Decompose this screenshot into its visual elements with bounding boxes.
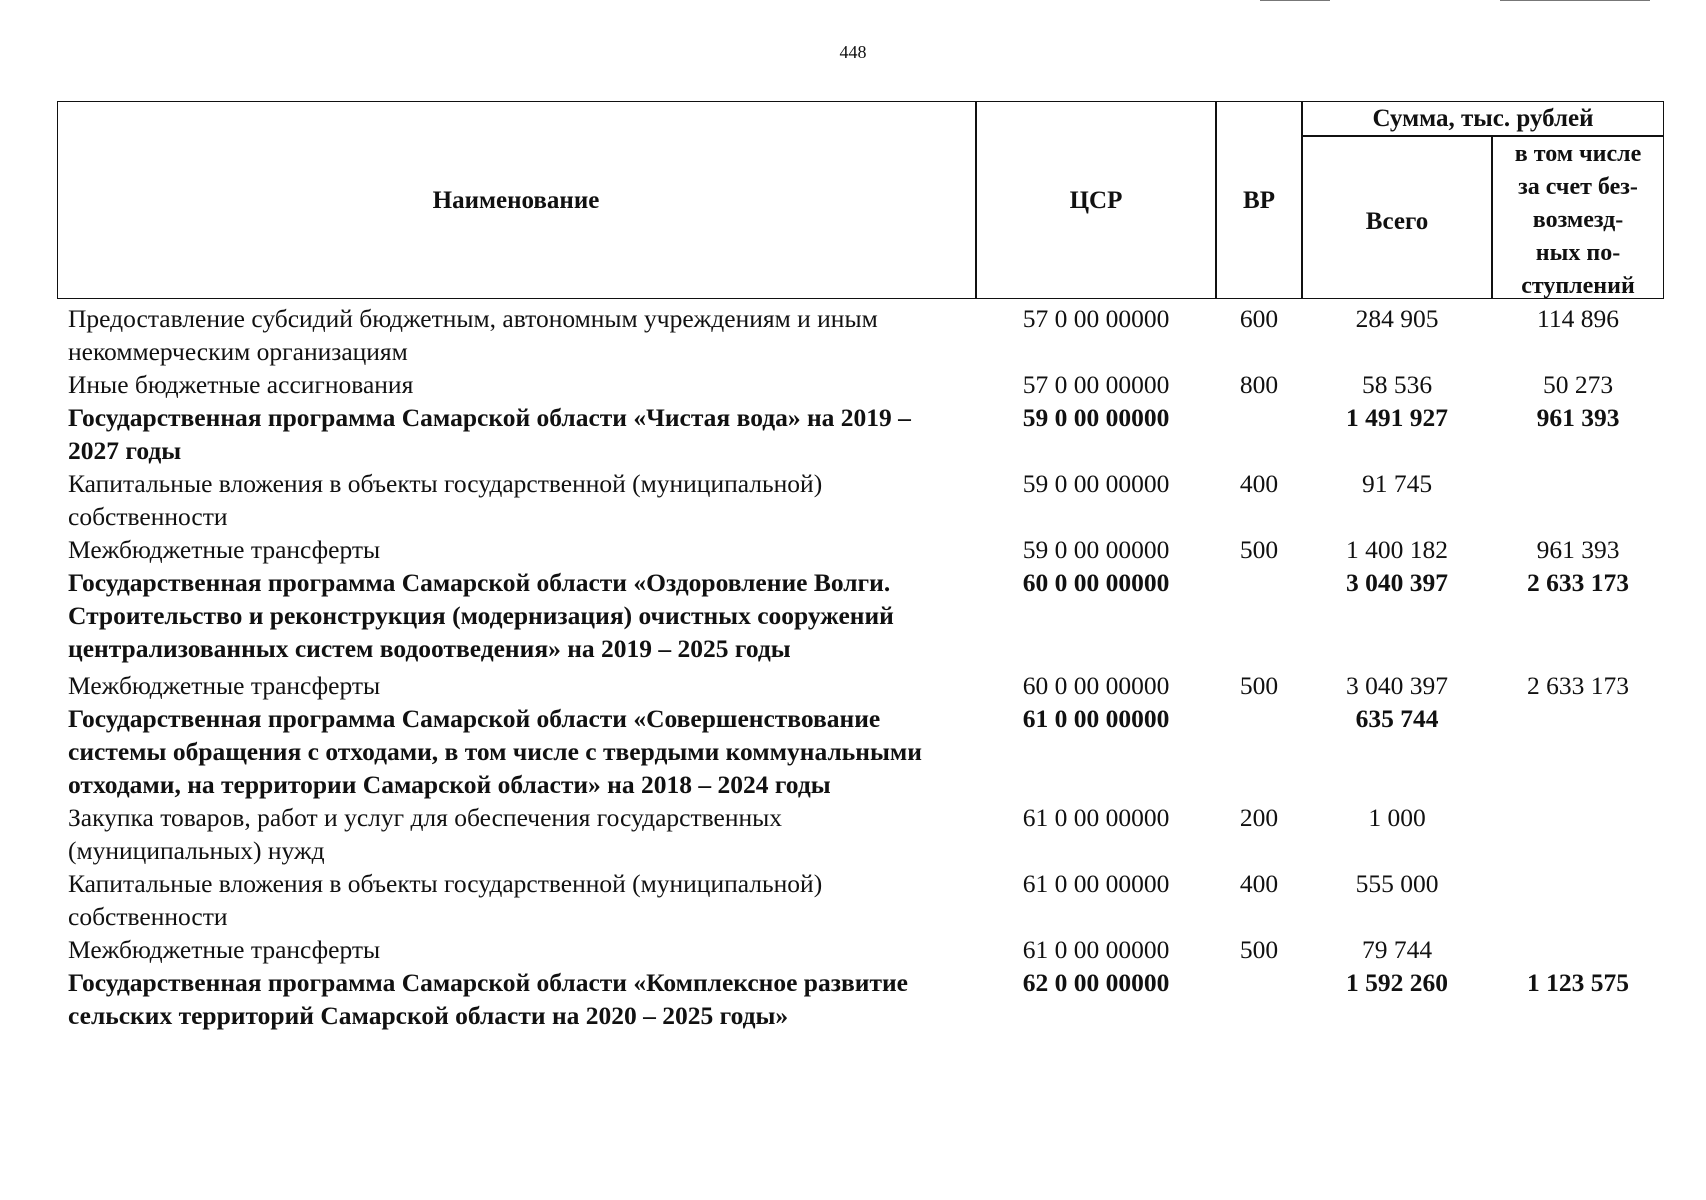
row-vr: 600 xyxy=(1239,304,1279,333)
table-row xyxy=(0,566,1706,665)
row-csr: 57 0 00 00000 xyxy=(1022,370,1170,399)
row-vr: 400 xyxy=(1239,869,1279,898)
table-row xyxy=(0,933,1706,966)
row-vr: 500 xyxy=(1239,671,1279,700)
row-name: Капитальные вложения в объекты государственной (муниципальной) собственности xyxy=(68,469,823,531)
header-sum-group: Сумма, тыс. рублей xyxy=(1372,104,1594,132)
header-incl-line: возмезд- xyxy=(1532,207,1624,233)
row-incl: 2 633 173 xyxy=(1527,568,1629,597)
table-row xyxy=(0,401,1706,467)
header-total: Всего xyxy=(1365,207,1429,235)
row-vr: 200 xyxy=(1239,803,1279,832)
row-incl: 1 123 575 xyxy=(1527,968,1629,997)
row-total: 555 000 xyxy=(1355,869,1439,898)
table-row xyxy=(0,702,1706,801)
table-row xyxy=(0,302,1706,368)
row-total: 1 000 xyxy=(1368,803,1426,832)
row-name: Межбюджетные трансферты xyxy=(68,535,381,564)
row-name: Государственная программа Самарской области «Комплексное развитие сельских территорий Самарской области на 2020 – 2025 годы» xyxy=(68,968,908,1030)
header-incl-line: в том числе xyxy=(1514,141,1642,167)
row-name: Иные бюджетные ассигнования xyxy=(68,370,414,399)
row-total: 79 744 xyxy=(1361,935,1433,964)
row-total: 284 905 xyxy=(1355,304,1439,333)
row-name: Государственная программа Самарской области «Совершенствование системы обращения с отходами, в том числе с твердыми коммунальными отходами, на территории Самарской области» на 2018 – 2024 годы xyxy=(68,704,922,799)
row-incl: 50 273 xyxy=(1542,370,1614,399)
table-row xyxy=(0,533,1706,566)
row-total: 3 040 397 xyxy=(1346,671,1448,700)
table-row xyxy=(0,801,1706,867)
table-row xyxy=(0,867,1706,933)
row-csr: 59 0 00 00000 xyxy=(1022,403,1170,432)
page-number: 448 xyxy=(839,42,867,62)
row-total: 3 040 397 xyxy=(1346,568,1448,597)
row-name: Межбюджетные трансферты xyxy=(68,935,381,964)
scan-mark-top-right xyxy=(1500,0,1650,1)
row-csr: 59 0 00 00000 xyxy=(1022,535,1170,564)
header-name: Наименование xyxy=(432,186,600,214)
row-csr: 61 0 00 00000 xyxy=(1022,935,1170,964)
row-name: Капитальные вложения в объекты государственной (муниципальной) собственности xyxy=(68,869,823,931)
scan-mark-top-mid xyxy=(1260,0,1330,1)
row-csr: 60 0 00 00000 xyxy=(1022,568,1170,597)
row-name: Государственная программа Самарской области «Оздоровление Волги. Строительство и реконструкция (модернизация) очистных сооружений централизованных систем водоотведения» на 2019 – 2025 годы xyxy=(68,568,894,663)
row-vr: 500 xyxy=(1239,935,1279,964)
table-row xyxy=(0,368,1706,401)
header-incl-line: ных по- xyxy=(1535,240,1621,266)
header-incl xyxy=(1492,138,1664,303)
row-total: 1 400 182 xyxy=(1346,535,1448,564)
row-incl: 2 633 173 xyxy=(1527,671,1629,700)
row-csr: 61 0 00 00000 xyxy=(1022,704,1170,733)
header-csr: ЦСР xyxy=(1069,186,1123,214)
row-name: Государственная программа Самарской области «Чистая вода» на 2019 – 2027 годы xyxy=(68,403,911,465)
row-name: Предоставление субсидий бюджетным, автономным учреждениям и иным некоммерческим организациям xyxy=(68,304,878,366)
row-csr: 60 0 00 00000 xyxy=(1022,671,1170,700)
row-total: 91 745 xyxy=(1361,469,1433,498)
row-csr: 61 0 00 00000 xyxy=(1022,803,1170,832)
row-csr: 59 0 00 00000 xyxy=(1022,469,1170,498)
row-csr: 61 0 00 00000 xyxy=(1022,869,1170,898)
row-vr: 500 xyxy=(1239,535,1279,564)
row-csr: 57 0 00 00000 xyxy=(1022,304,1170,333)
row-name: Закупка товаров, работ и услуг для обеспечения государственных (муниципальных) нужд xyxy=(68,803,783,865)
row-incl: 961 393 xyxy=(1536,535,1620,564)
row-name: Межбюджетные трансферты xyxy=(68,671,381,700)
table-row xyxy=(0,669,1706,702)
row-csr: 62 0 00 00000 xyxy=(1022,968,1170,997)
row-total: 1 592 260 xyxy=(1346,968,1448,997)
header-incl-line: за счет без- xyxy=(1518,174,1638,200)
table-row xyxy=(0,966,1706,1032)
row-total: 58 536 xyxy=(1361,370,1433,399)
table-row xyxy=(0,467,1706,533)
row-incl: 114 896 xyxy=(1537,304,1619,333)
header-vr: ВР xyxy=(1243,186,1275,214)
header-sum-divider xyxy=(1301,135,1664,137)
header-incl-line: ступлений xyxy=(1521,273,1635,299)
row-total: 1 491 927 xyxy=(1346,403,1448,432)
row-incl: 961 393 xyxy=(1536,403,1620,432)
row-vr: 800 xyxy=(1239,370,1279,399)
table-body xyxy=(0,302,1706,1032)
row-total: 635 744 xyxy=(1355,704,1439,733)
row-vr: 400 xyxy=(1239,469,1279,498)
